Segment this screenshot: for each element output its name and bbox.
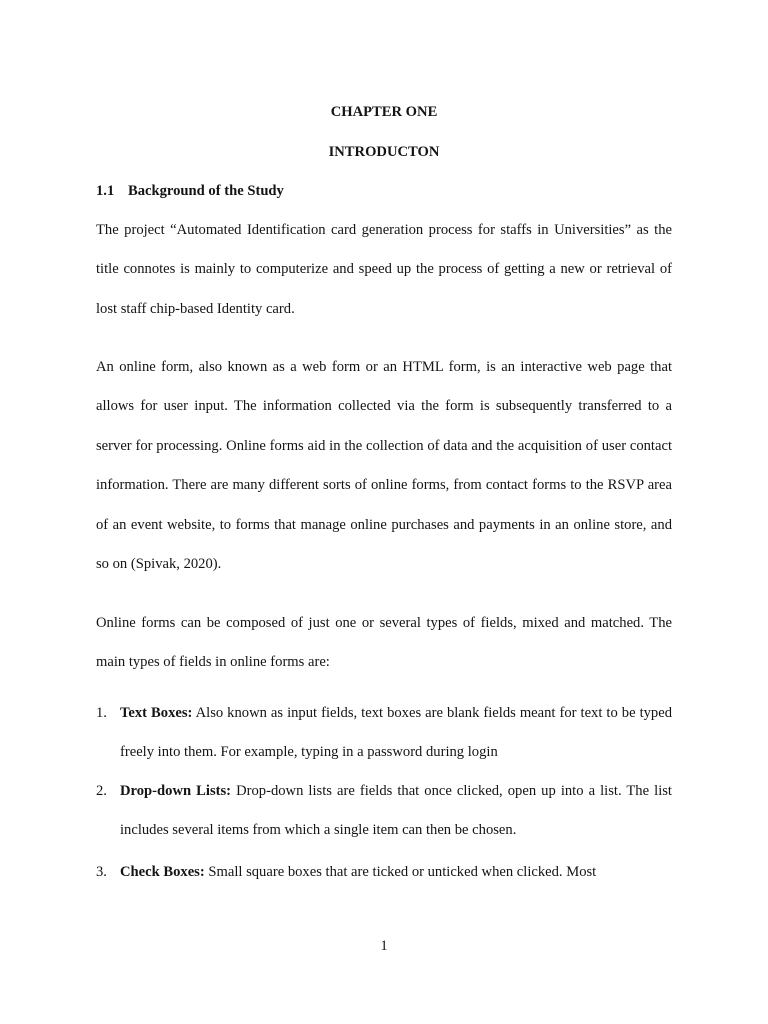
chapter-title: CHAPTER ONE	[330, 104, 438, 120]
list-text: Also known as input fields, text boxes are blank fields meant for text to be typed freely into them. For example, typing in a password during login	[120, 705, 672, 761]
list-number: 1.	[96, 705, 107, 721]
list-item-body	[120, 694, 672, 773]
list-number: 2.	[96, 783, 107, 799]
section-number: 1.1	[96, 183, 115, 199]
list-term: Check Boxes:	[120, 864, 205, 880]
list-number: 3.	[96, 864, 107, 880]
list-text: Small square boxes that are ticked or unticked when clicked. Most	[204, 864, 597, 880]
page-number: 1	[380, 938, 388, 954]
paragraph-1: The project “Automated Identification card generation process for staffs in Universities” as the title connotes is mainly to computerize and speed up the process of getting a new or retrieval of lost staff chip-based Identity card.	[96, 222, 672, 317]
section-title: Background of the Study	[128, 183, 284, 199]
list-text: Drop-down lists are fields that once clicked, open up into a list. The list includes several items from which a single item can then be chosen.	[120, 783, 672, 839]
paragraph-3: Online forms can be composed of just one or several types of fields, mixed and matched. The main types of fields in online forms are:	[96, 615, 672, 671]
list-term: Text Boxes:	[120, 705, 193, 721]
list-item-body	[120, 772, 672, 851]
list-item-body	[120, 853, 672, 892]
list-term: Drop-down Lists:	[120, 783, 232, 799]
section-heading	[96, 181, 284, 201]
chapter-subtitle: INTRODUCTON	[328, 144, 440, 160]
paragraph-2: An online form, also known as a web form or an HTML form, is an interactive web page that allows for user input. The information collected via the form is subsequently transferred to a server for processing. Online forms aid in the collection of data and the acquisition of user contact information. There are many different sorts of online forms, from contact forms to the RSVP area of an event website, to forms that manage online purchases and payments in an online store, and so on (Spivak, 2020).	[96, 359, 672, 573]
